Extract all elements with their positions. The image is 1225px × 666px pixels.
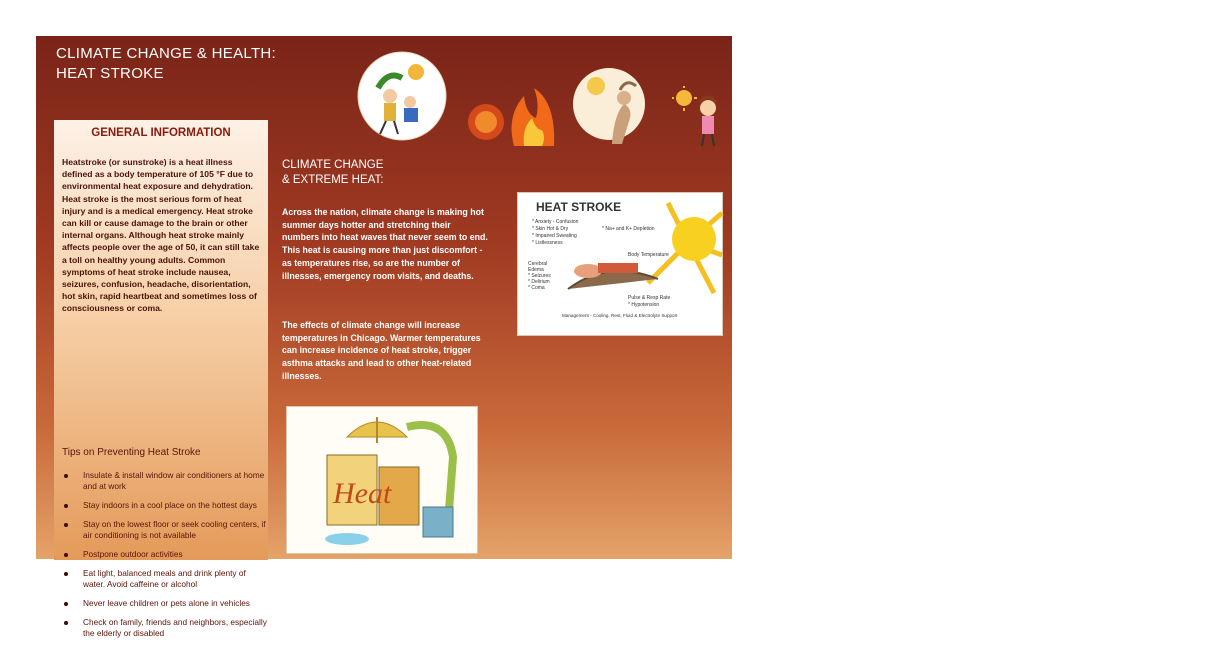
bullet-icon (64, 523, 68, 527)
svg-text:* Anxiety - Confusion: * Anxiety - Confusion (532, 219, 579, 225)
bullet-icon (64, 504, 68, 508)
extreme-heat-heading: CLIMATE CHANGE & EXTREME HEAT: (282, 159, 384, 186)
list-item: Stay on the lowest floor or seek cooling centers, if air conditioning is not available (62, 519, 268, 541)
page-title: CLIMATE CHANGE & HEALTH: HEAT STROKE (56, 45, 277, 82)
svg-text:Cerebral: Cerebral (528, 261, 548, 267)
svg-text:* Delirium: * Delirium (528, 279, 550, 285)
heat-cartoon-icon (287, 407, 477, 553)
bullet-icon (64, 572, 68, 576)
chart-title: HEAT STROKE (536, 200, 622, 214)
svg-text:* Skin Hot & Dry: * Skin Hot & Dry (532, 226, 569, 232)
extreme-heat-paragraph-2: The effects of climate change will increase temperatures in Chicago. Warmer temperatures can increase incidence of heat stroke, trigger asthma attacks and lead to other heat-related illnesses. (282, 320, 481, 381)
heat-cartoon-image (286, 406, 478, 554)
suspected-text: If heat stroke is suspected notify emergency services (911) immediately. In the meantime get the victim to a cool area and have them drink cool water. (1013, 469, 1222, 518)
general-info-text: Heatstroke (or sunstroke) is a heat illness defined as a body temperature of 105 °F due to environmental heat exposure and dehydration. Heat stroke is the most serious form of heat injury and is a medical emergency. Heat stroke can kill or cause damage to the brain or other internal organs. Although heat stroke mainly affects people over the age of 50, it can still take a toll on healthy young adults. Common symptoms of heat stroke include nausea, seizures, confusion, headache, disorientation, hot skin, rapid heartbeat and sometimes loss of consciousness or coma. (62, 157, 260, 314)
general-info-heading: GENERAL INFORMATION (91, 127, 231, 139)
heat-word: Heat (333, 477, 392, 510)
extreme-heat-paragraph-1: Across the nation, climate change is making hot summer days hotter and stretching their numbers into heat waves that never seem to end. This heat is causing more than just discomfort - as temperatures rise, so are the number of illnesses, emergency room visits, and deaths. (282, 207, 488, 281)
list-item: Eat light, balanced meals and drink plenty of water. Avoid caffeine or alcohol (62, 568, 268, 590)
list-item: Postpone outdoor activities (62, 549, 268, 560)
list-item: Never leave children or pets alone in vehicles (62, 598, 268, 609)
svg-text:* Na+ and K+ Depletion: * Na+ and K+ Depletion (602, 226, 655, 232)
svg-text:* Seizures: * Seizures (528, 273, 551, 279)
bullet-icon (64, 553, 68, 557)
svg-text:* Listlessness: * Listlessness (532, 240, 563, 246)
svg-text:Management - Cooling, Rest, Fl: Management - Cooling, Rest, Fluid & Electrolyte Support (562, 313, 678, 318)
list-item: Insulate & install window air conditioners at home and at work (62, 470, 268, 492)
adaptation-heading: CLIMATE ADAPTATION: (1013, 532, 1088, 556)
svg-text:Pulse & Resp Rate: Pulse & Resp Rate (628, 295, 671, 301)
adaptation-text: Chicago Physicians for Social Responsibility believes that many local communities are disproportionately impacted by the hardships caused by climate change and extreme weather incidents. Members of these communities are particularly vulnerable to displacement, sickness, death, and mis-education, which makes the creation of adaption plans paramount. (1013, 565, 1221, 664)
bullet-icon (64, 602, 68, 606)
svg-text:* Coma: * Coma (528, 285, 545, 291)
list-item: Stay indoors in a cool place on the hottest days (62, 500, 268, 511)
svg-text:* Hypotension: * Hypotension (628, 302, 660, 308)
tips-heading: Tips on Preventing Heat Stroke (62, 447, 201, 458)
list-item: Check on family, friends and neighbors, especially the elderly or disabled (62, 617, 268, 639)
svg-text:Body Temperature: Body Temperature (628, 252, 669, 258)
general-info-panel (54, 120, 268, 638)
svg-text:Edema: Edema (528, 267, 544, 273)
tips-list (62, 470, 268, 647)
bullet-icon (64, 474, 68, 478)
svg-text:* Impaired Sweating: * Impaired Sweating (532, 233, 577, 239)
bullet-icon (64, 621, 68, 625)
